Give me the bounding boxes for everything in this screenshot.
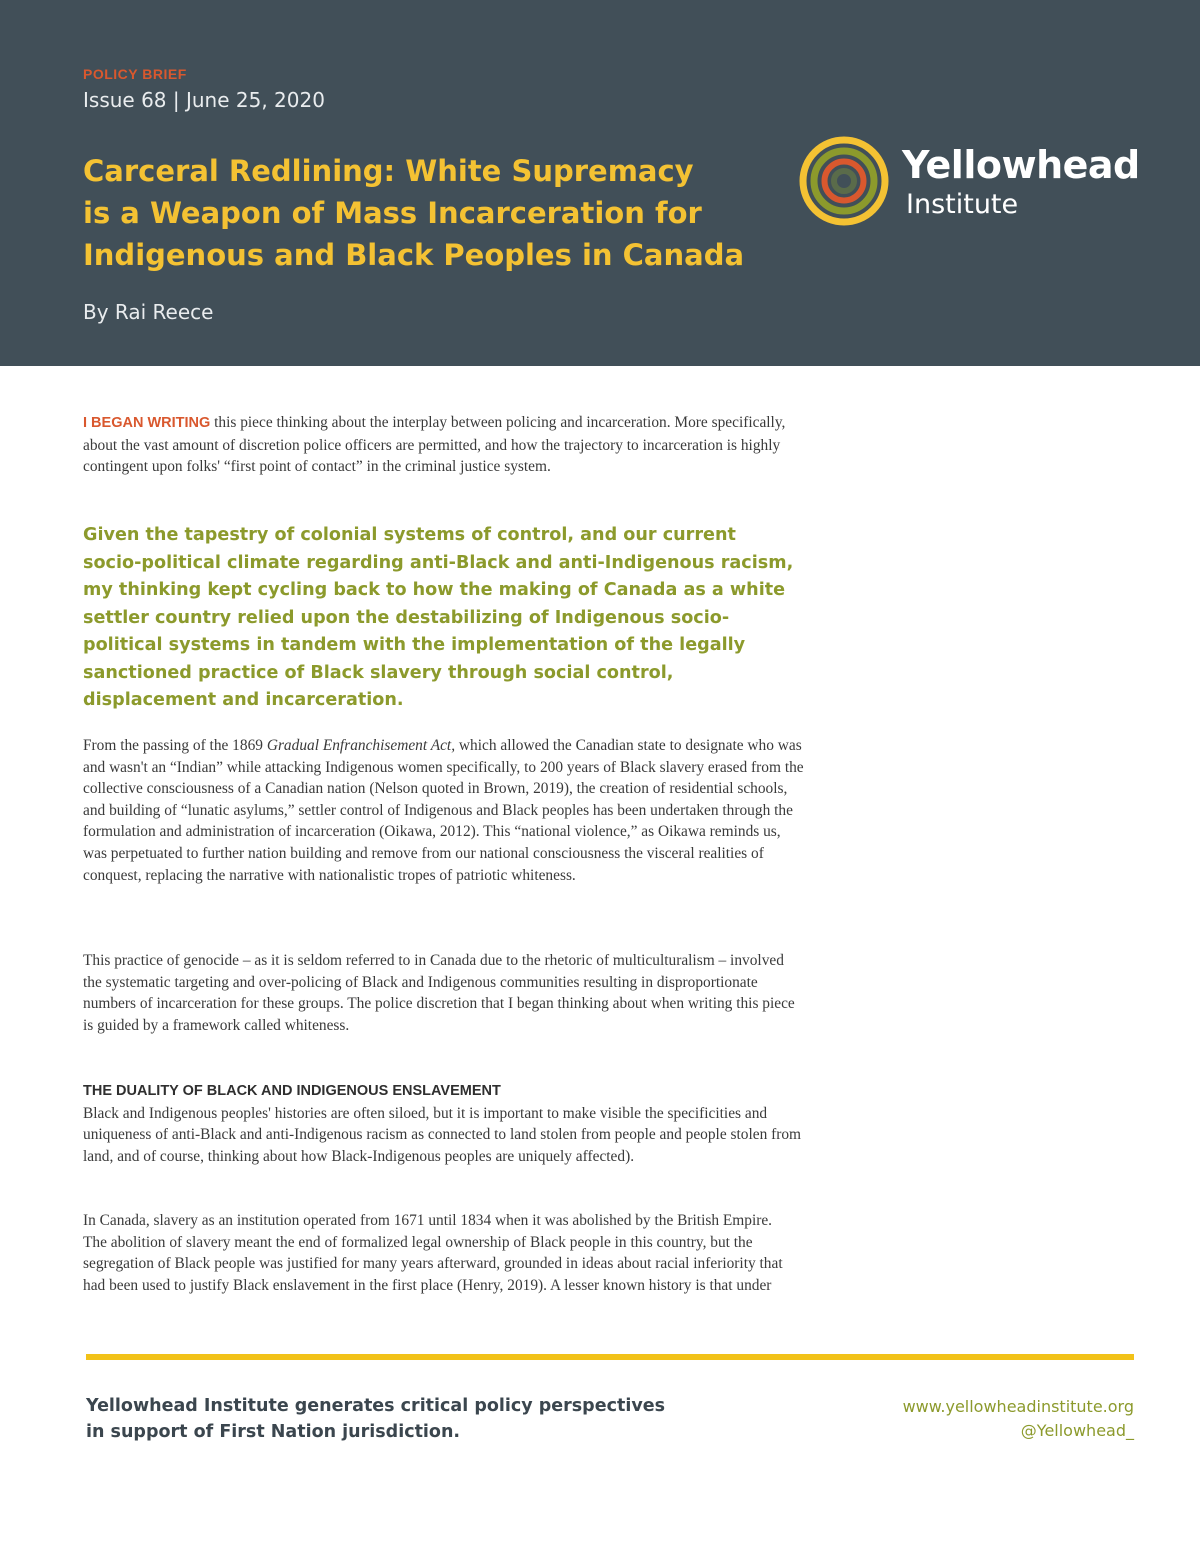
pull-quote: Given the tapestry of colonial systems of control, and our current socio-political climate regarding anti-Black and anti-Indigenous racism, my thinking kept cycling back to how the making of Canada as a white settler country relied upon the destabilizing of Indigenous socio-political systems in tandem with the implementation of the legally sanctioned practice of Black slavery through social control, displacement and incarceration. [83, 525, 794, 710]
footer-tagline [86, 1393, 726, 1445]
title-line: Indigenous and Black Peoples in Canada [83, 238, 745, 272]
logo-subtitle: Institute [906, 189, 1019, 220]
title-line: is a Weapon of Mass Incarceration for [83, 196, 702, 230]
issue-date: Issue 68 | June 25, 2020 [83, 88, 325, 112]
header-banner [0, 0, 1200, 366]
section-duality [83, 1081, 803, 1167]
author-byline: By Rai Reece [83, 300, 214, 324]
page-title [83, 150, 783, 276]
intro-paragraph [83, 412, 803, 478]
paragraph-text: which allowed the Canadian state to designate who was and wasn't an “Indian” while attacking Indigenous women specifically, to 200 years of Black slavery erased from the collective consciousness of a Canadian nation (Nelson quoted in Brown, 2019), the creation of residential schools, and building of “lunatic asylums,” settler control of Indigenous and Black peoples has been undertaken through the formulation and administration of incarceration (Oikawa, 2012). This “national violence,” as Oikawa reminds us, was perpetuated to further nation building and remove from our national consciousness the visceral realities of conquest, replacing the narrative with nationalistic tropes of patriotic whiteness. [83, 737, 804, 884]
intro-text: this piece thinking about the interplay between policing and incarceration. More specifically, about the vast amount of discretion police officers are permitted, and how the trajectory to incarceration is highly contingent upon folks' “first point of contact” in the criminal justice system. [83, 414, 786, 476]
tagline-line: Yellowhead Institute generates critical policy perspectives [86, 1396, 666, 1416]
footer-divider [86, 1354, 1134, 1360]
title-line: Carceral Redlining: White Supremacy [83, 154, 694, 188]
body-paragraph-1 [83, 735, 805, 886]
section-paragraph-2: In Canada, slavery as an institution operated from 1671 until 1834 when it was abolished by the British Empire. The abolition of slavery meant the end of formalized legal ownership of Black people in this country, but the segregation of Black people was justified for many years afterward, grounded in ideas about racial inferiority that had been used to justify Black enslavement in the first place (Henry, 2019). A lesser known history is that under [83, 1212, 783, 1294]
tagline-line: in support of First Nation jurisdiction. [86, 1422, 461, 1442]
lead-in: I BEGAN WRITING [83, 415, 211, 431]
social-handle-link[interactable]: @Yellowhead_ [1020, 1421, 1134, 1440]
document-kicker: POLICY BRIEF [83, 66, 187, 82]
body-paragraph-2: This practice of genocide – as it is seldom referred to in Canada due to the rhetoric of multiculturalism – involved the systematic targeting and over-policing of Black and Indigenous communities resulting in disproportionate numbers of incarceration for these groups. The police discretion that I began thinking about when writing this piece is guided by a framework called whiteness. [83, 952, 795, 1034]
section-paragraph-1: Black and Indigenous peoples' histories are often siloed, but it is important to make visible the specificities and uniqueness of anti-Black and anti-Indigenous racism as connected to land stolen from people and people stolen from land, and of course, thinking about how Black-Indigenous peoples are uniquely affected). [83, 1104, 802, 1165]
logo-name: Yellowhead [902, 143, 1140, 187]
paragraph-text: From the passing of the 1869 [83, 737, 267, 754]
website-link[interactable]: www.yellowheadinstitute.org [902, 1397, 1134, 1416]
section-heading: THE DUALITY OF BLACK AND INDIGENOUS ENSLAVEMENT [83, 1083, 501, 1099]
yellowhead-logo [798, 135, 1138, 230]
act-title: Gradual Enfranchisement Act, [266, 737, 456, 754]
footer-links [903, 1395, 1134, 1443]
concentric-circles-logo-icon [798, 135, 890, 227]
